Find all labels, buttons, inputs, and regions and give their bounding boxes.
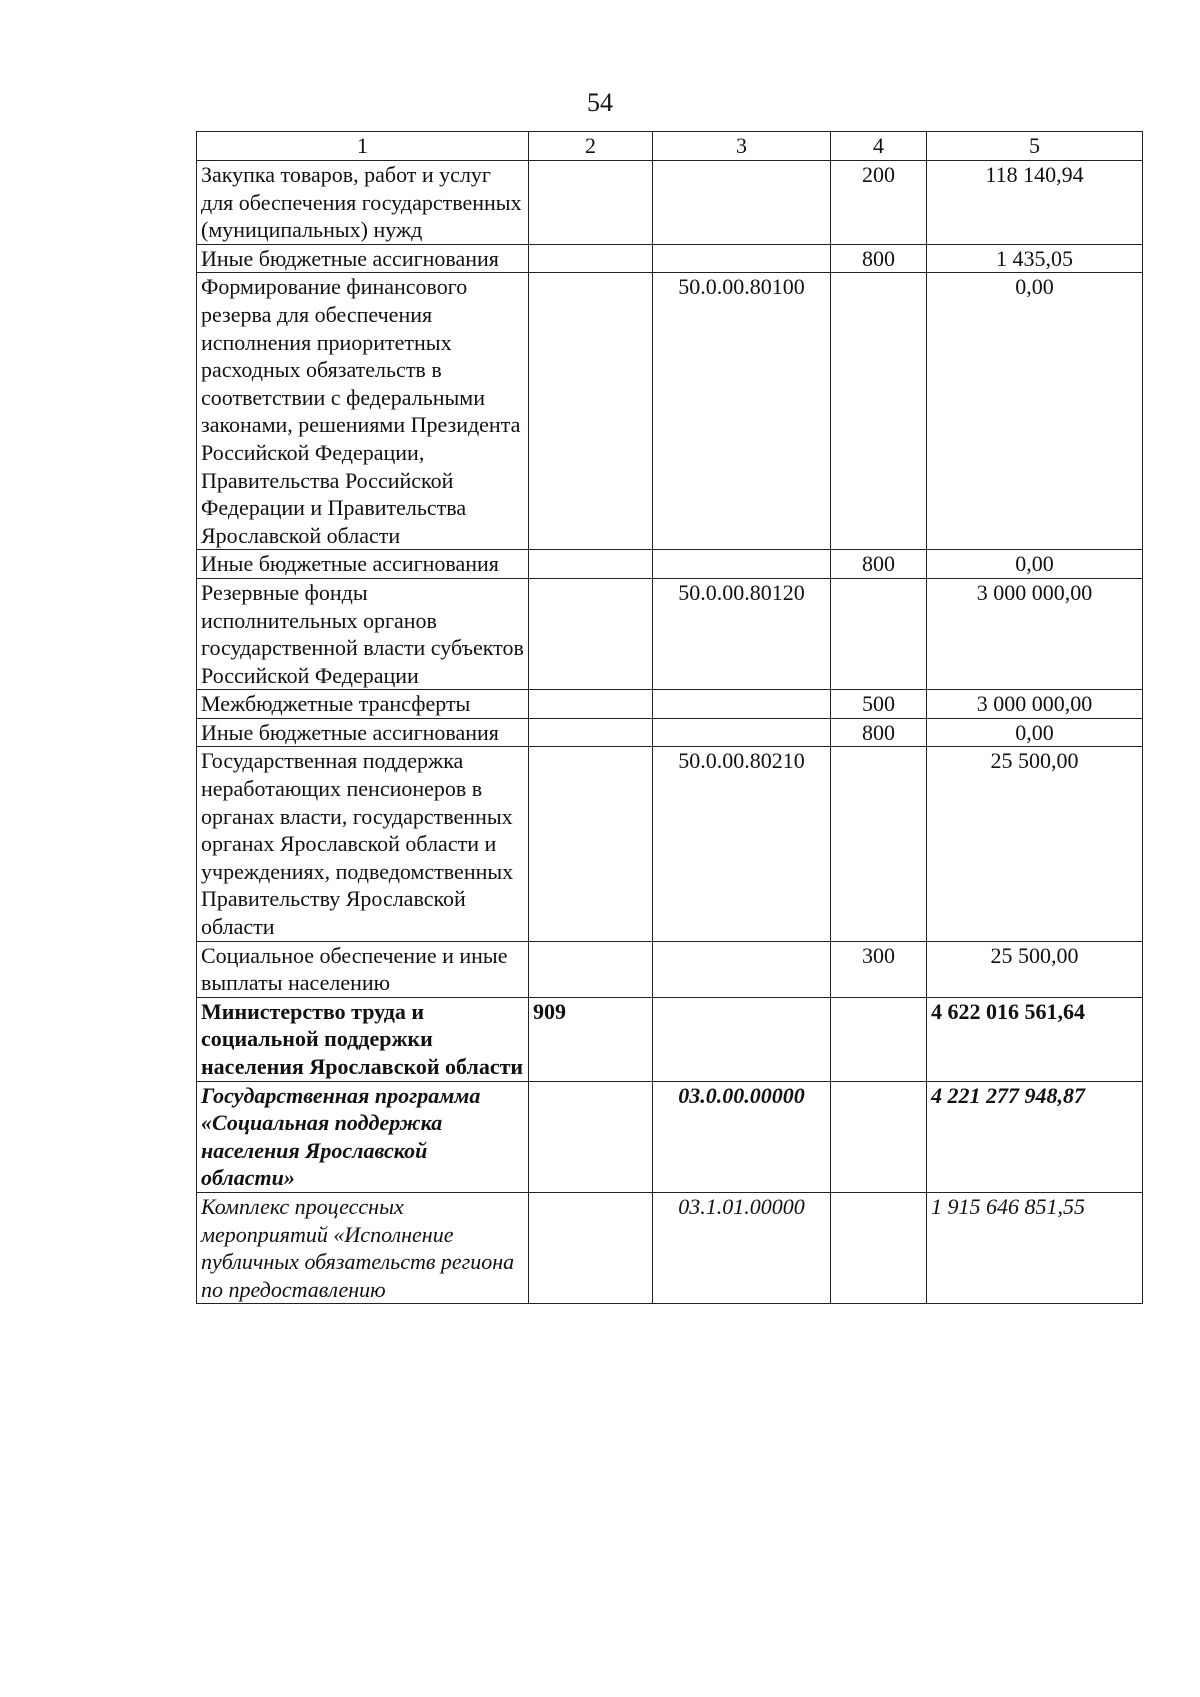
- cell-target-article: 50.0.00.80120: [653, 578, 831, 689]
- cell-ministry-code: [529, 690, 653, 719]
- table-row: [197, 1081, 1143, 1192]
- cell-ministry-code: [529, 1192, 653, 1303]
- cell-target-article: [653, 690, 831, 719]
- table-row: [197, 1192, 1143, 1303]
- cell-target-article: 03.1.01.00000: [653, 1192, 831, 1303]
- header-cell-3: 3: [653, 132, 831, 161]
- cell-expense-type: 300: [831, 941, 927, 997]
- table-row: [197, 747, 1143, 941]
- cell-amount: 25 500,00: [927, 747, 1143, 941]
- cell-name: Иные бюджетные ассигнования: [197, 244, 529, 273]
- cell-ministry-code: 909: [529, 997, 653, 1081]
- cell-expense-type: [831, 997, 927, 1081]
- cell-target-article: [653, 997, 831, 1081]
- cell-name: Государственная программа «Социальная поддержка населения Ярославской области»: [197, 1081, 529, 1192]
- cell-ministry-code: [529, 244, 653, 273]
- table-row: [197, 997, 1143, 1081]
- cell-ministry-code: [529, 161, 653, 245]
- cell-ministry-code: [529, 1081, 653, 1192]
- cell-amount: 0,00: [927, 550, 1143, 579]
- cell-name: Министерство труда и социальной поддержки населения Ярославской области: [197, 997, 529, 1081]
- cell-ministry-code: [529, 747, 653, 941]
- cell-target-article: 03.0.00.00000: [653, 1081, 831, 1192]
- cell-amount: 25 500,00: [927, 941, 1143, 997]
- cell-expense-type: [831, 747, 927, 941]
- cell-expense-type: [831, 1192, 927, 1303]
- cell-amount: 4 622 016 561,64: [927, 997, 1143, 1081]
- cell-ministry-code: [529, 941, 653, 997]
- cell-target-article: [653, 244, 831, 273]
- cell-expense-type: 800: [831, 718, 927, 747]
- cell-ministry-code: [529, 550, 653, 579]
- table-row: [197, 550, 1143, 579]
- cell-target-article: [653, 718, 831, 747]
- cell-expense-type: 800: [831, 244, 927, 273]
- budget-table: [196, 131, 1143, 1304]
- cell-expense-type: [831, 578, 927, 689]
- cell-name: Резервные фонды исполнительных органов государственной власти субъектов Российской Федерации: [197, 578, 529, 689]
- cell-name: Закупка товаров, работ и услуг для обеспечения государственных (муниципальных) нужд: [197, 161, 529, 245]
- cell-expense-type: 500: [831, 690, 927, 719]
- header-cell-4: 4: [831, 132, 927, 161]
- table-row: [197, 244, 1143, 273]
- table-row: [197, 941, 1143, 997]
- cell-target-article: 50.0.00.80210: [653, 747, 831, 941]
- table-row: [197, 690, 1143, 719]
- header-cell-2: 2: [529, 132, 653, 161]
- cell-amount: 0,00: [927, 718, 1143, 747]
- cell-expense-type: [831, 273, 927, 550]
- cell-ministry-code: [529, 718, 653, 747]
- cell-amount: 3 000 000,00: [927, 578, 1143, 689]
- table-header-row: [197, 132, 1143, 161]
- header-cell-1: 1: [197, 132, 529, 161]
- table-row: [197, 578, 1143, 689]
- cell-name: Государственная поддержка неработающих пенсионеров в органах власти, государственных органах Ярославской области и учреждениях, подведомственных Правительству Ярославской области: [197, 747, 529, 941]
- header-cell-5: 5: [927, 132, 1143, 161]
- cell-name: Иные бюджетные ассигнования: [197, 550, 529, 579]
- cell-amount: 4 221 277 948,87: [927, 1081, 1143, 1192]
- page-number: 54: [587, 88, 613, 117]
- cell-target-article: [653, 550, 831, 579]
- cell-amount: 0,00: [927, 273, 1143, 550]
- table-row: [197, 161, 1143, 245]
- cell-target-article: 50.0.00.80100: [653, 273, 831, 550]
- cell-name: Формирование финансового резерва для обеспечения исполнения приоритетных расходных обязательств в соответствии с федеральными законами, решениями Президента Российской Федерации, Правительства Российской Федерации и Правительства Ярославской области: [197, 273, 529, 550]
- table-row: [197, 273, 1143, 550]
- cell-expense-type: [831, 1081, 927, 1192]
- table-row: [197, 718, 1143, 747]
- budget-table-body: [197, 132, 1143, 1304]
- cell-amount: 3 000 000,00: [927, 690, 1143, 719]
- cell-expense-type: 800: [831, 550, 927, 579]
- cell-amount: 1 435,05: [927, 244, 1143, 273]
- cell-ministry-code: [529, 578, 653, 689]
- cell-name: Иные бюджетные ассигнования: [197, 718, 529, 747]
- cell-name: Комплекс процессных мероприятий «Исполнение публичных обязательств региона по предоставлению: [197, 1192, 529, 1303]
- cell-name: Межбюджетные трансферты: [197, 690, 529, 719]
- cell-expense-type: 200: [831, 161, 927, 245]
- cell-ministry-code: [529, 273, 653, 550]
- cell-amount: 118 140,94: [927, 161, 1143, 245]
- cell-target-article: [653, 941, 831, 997]
- cell-name: Социальное обеспечение и иные выплаты населению: [197, 941, 529, 997]
- cell-target-article: [653, 161, 831, 245]
- cell-amount: 1 915 646 851,55: [927, 1192, 1143, 1303]
